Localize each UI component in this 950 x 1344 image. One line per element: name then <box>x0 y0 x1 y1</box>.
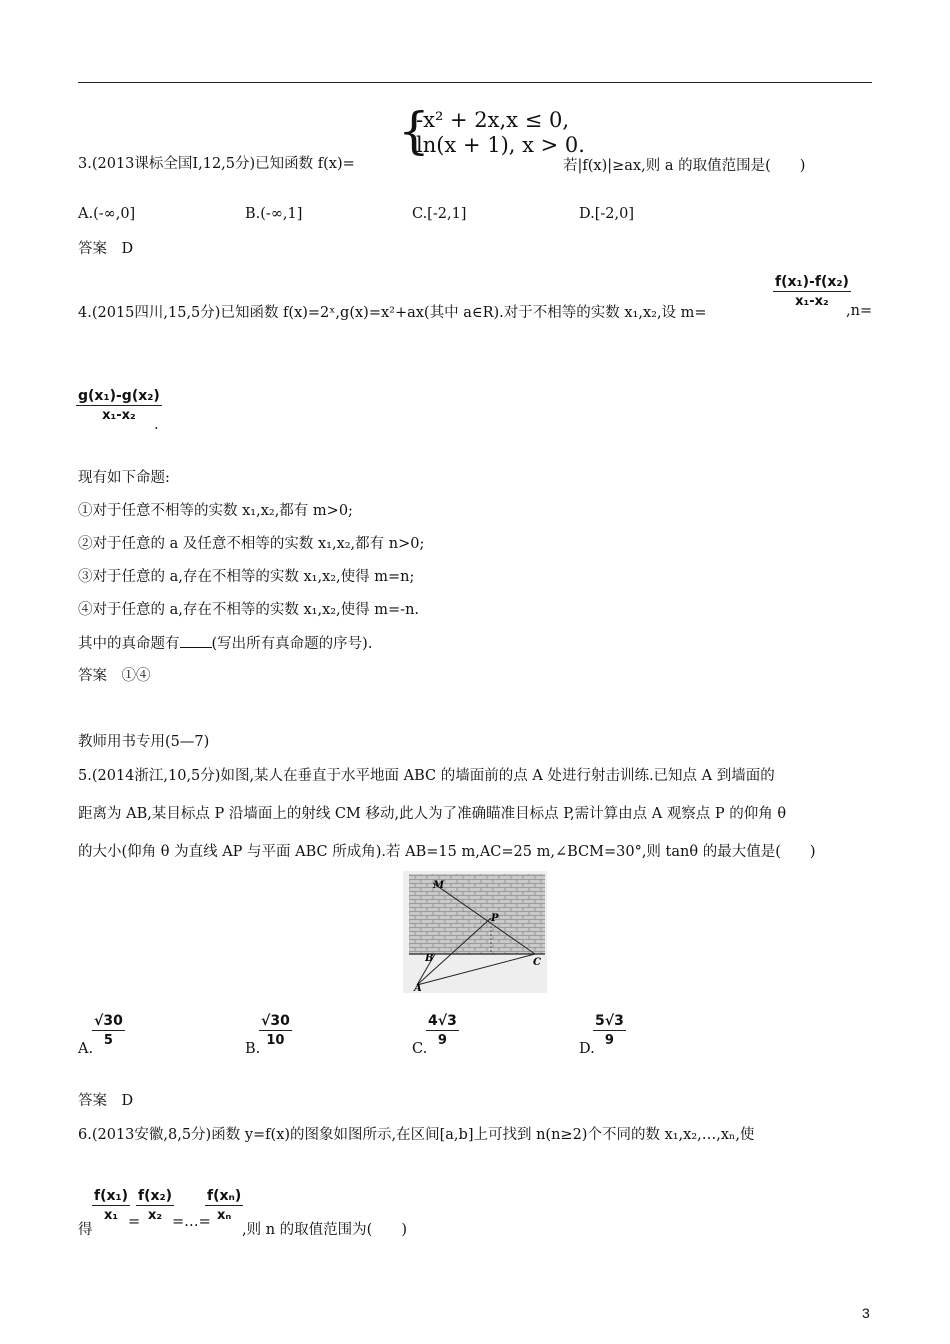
q5-option-a-fraction <box>92 1012 125 1051</box>
q4-n-label: ,n= <box>846 303 873 319</box>
label-c: C <box>533 957 541 968</box>
teacher-note: 教师用书专用(5—7) <box>78 734 210 750</box>
q6-equals-1: = <box>128 1214 141 1230</box>
q5-option-a-denominator: 5 <box>103 1033 113 1048</box>
fraction-n <box>76 387 162 426</box>
q6-de: 得 <box>78 1222 93 1238</box>
q6-fraction-1 <box>92 1187 130 1226</box>
page-number: 3 <box>862 1305 870 1321</box>
q3-stem-tail: 若|f(x)|≥ax,则 a 的取值范围是( ) <box>563 158 806 174</box>
q3-stem: 3.(2013课标全国Ⅰ,12,5分)已知函数 f(x)= <box>78 156 355 172</box>
answer-blank <box>180 633 212 648</box>
q5-option-d-fraction <box>593 1012 626 1051</box>
q5-option-b-numerator: √30 <box>261 1013 290 1029</box>
q6-fraction-1-numerator: f(x₁) <box>94 1188 129 1204</box>
q6-stem: 6.(2013安徽,8,5分)函数 y=f(x)的图象如图所示,在区间[a,b]上可找到 n(n≥2)个不同的数 x₁,x₂,…,xₙ,使 <box>78 1127 755 1143</box>
q3-option-d: D.[-2,0] <box>579 206 634 222</box>
q4-intro: 现有如下命题: <box>78 470 170 486</box>
fraction-n-denominator: x₁-x₂ <box>102 408 136 423</box>
wall-figure <box>403 871 547 993</box>
q6-fraction-2-denominator: x₂ <box>147 1208 163 1223</box>
q4-answer: 答案 ①④ <box>78 668 151 684</box>
q5-option-c-numerator: 4√3 <box>428 1013 457 1029</box>
q5-option-b-letter: B. <box>245 1041 261 1057</box>
q6-fraction-n-numerator: f(xₙ) <box>207 1188 242 1204</box>
label-b: B <box>425 953 434 964</box>
fraction-m <box>773 273 851 312</box>
q5-option-c-denominator: 9 <box>437 1033 447 1048</box>
q6-fraction-2-numerator: f(x₂) <box>138 1188 173 1204</box>
label-m: M <box>433 880 445 891</box>
q4-stem: 4.(2015四川,15,5分)已知函数 f(x)=2ˣ,g(x)=x²+ax(其中 a∈R).对于不相等的实数 x₁,x₂,设 m= <box>78 305 707 321</box>
q3-option-b: B.(-∞,1] <box>245 206 303 222</box>
q4-proposition-4: ④对于任意的 a,存在不相等的实数 x₁,x₂,使得 m=-n. <box>78 602 420 618</box>
fraction-m-denominator: x₁-x₂ <box>795 294 829 309</box>
q5-option-a-numerator: √30 <box>94 1013 123 1029</box>
q4-question <box>78 633 372 654</box>
q6-fraction-n-denominator: xₙ <box>216 1208 232 1223</box>
q6-fraction-1-denominator: x₁ <box>103 1208 119 1223</box>
q5-option-d-numerator: 5√3 <box>595 1013 624 1029</box>
header-rule <box>78 82 872 83</box>
q4-proposition-2: ②对于任意的 a 及任意不相等的实数 x₁,x₂,都有 n>0; <box>78 536 425 552</box>
q5-option-c-letter: C. <box>412 1041 428 1057</box>
q5-option-b-denominator: 10 <box>266 1033 285 1048</box>
q4-question-pre: 其中的真命题有 <box>78 636 180 652</box>
q5-line-2: 距离为 AB,某目标点 P 沿墙面上的射线 CM 移动,此人为了准确瞄准目标点 P,需计算由点 A 观察点 P 的仰角 θ <box>78 806 787 822</box>
q5-line-1: 5.(2014浙江,10,5分)如图,某人在垂直于水平地面 ABC 的墙面前的点 A 处进行射击训练.已知点 A 到墙面的 <box>78 768 775 784</box>
q5-option-a-letter: A. <box>78 1041 94 1057</box>
q3-option-c: C.[-2,1] <box>412 206 467 222</box>
q5-option-d-letter: D. <box>579 1041 595 1057</box>
q6-fraction-n <box>205 1187 243 1226</box>
q5-option-d-denominator: 9 <box>604 1033 614 1048</box>
q3-answer: 答案 D <box>78 241 134 257</box>
q4-period: . <box>154 417 159 433</box>
q4-proposition-1: ①对于任意不相等的实数 x₁,x₂,都有 m>0; <box>78 503 353 519</box>
piecewise-row-2: ln(x + 1), x > 0. <box>416 133 585 157</box>
q4-question-post: (写出所有真命题的序号). <box>211 636 373 652</box>
q6-equals-2: =…= <box>172 1214 211 1230</box>
fraction-m-numerator: f(x₁)-f(x₂) <box>775 274 849 290</box>
q5-line-3: 的大小(仰角 θ 为直线 AP 与平面 ABC 所成角).若 AB=15 m,AC=25 m,∠BCM=30°,则 tanθ 的最大值是( ) <box>78 844 816 860</box>
q5-option-b-fraction <box>259 1012 292 1051</box>
q4-proposition-3: ③对于任意的 a,存在不相等的实数 x₁,x₂,使得 m=n; <box>78 569 415 585</box>
q5-answer: 答案 D <box>78 1093 134 1109</box>
fraction-n-numerator: g(x₁)-g(x₂) <box>78 388 160 404</box>
piecewise-brace: { <box>398 102 430 160</box>
piecewise-row-1: -x² + 2x,x ≤ 0, <box>416 108 570 132</box>
q6-tail: ,则 n 的取值范围为( ) <box>242 1222 407 1238</box>
label-p: P <box>491 913 499 924</box>
label-a: A <box>414 983 422 993</box>
q3-option-a: A.(-∞,0] <box>78 206 136 222</box>
q5-option-c-fraction <box>426 1012 459 1051</box>
q6-fraction-2 <box>136 1187 174 1226</box>
